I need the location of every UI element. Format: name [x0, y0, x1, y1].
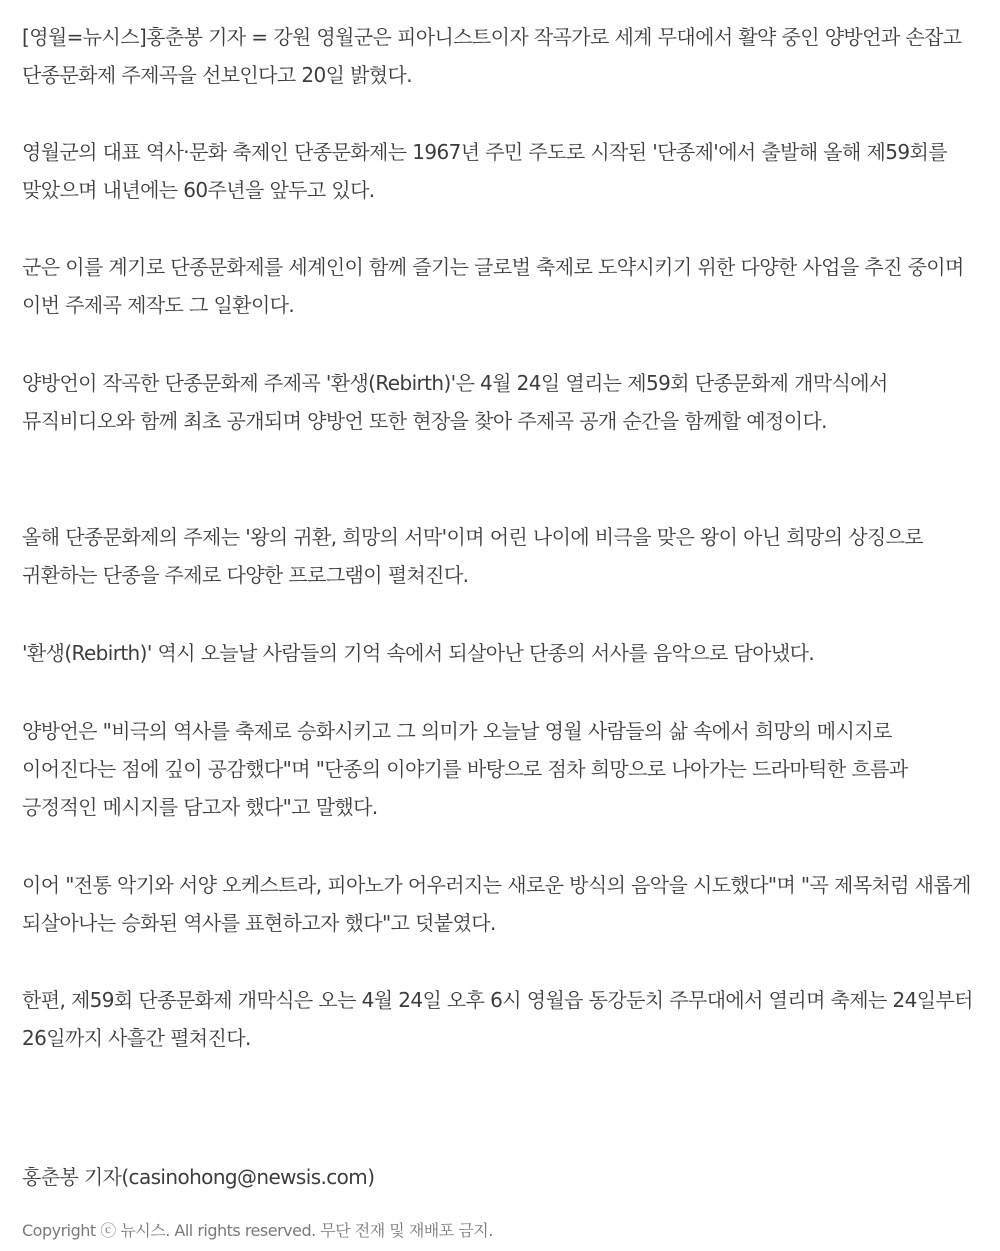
article-paragraph-3: 군은 이를 계기로 단종문화제를 세계인이 함께 즐기는 글로벌 축제로 도약시키기 위한 다양한 사업을 추진 중이며 이번 주제곡 제작도 그 일환이다. [22, 255, 964, 317]
article-paragraph-4: 양방언이 작곡한 단종문화제 주제곡 '환생(Rebirth)'은 4월 24일 열리는 제59회 단종문화제 개막식에서 뮤직비디오와 함께 최초 공개되며 양방언 또한 현장을 찾아 주제곡 공개 순간을 함께할 예정이다. [22, 371, 888, 433]
article-paragraph-2: 영월군의 대표 역사·문화 축제인 단종문화제는 1967년 주민 주도로 시작된 '단종제'에서 출발해 올해 제59회를 맞았으며 내년에는 60주년을 앞두고 있다. [22, 140, 947, 202]
article-paragraph-9: 한편, 제59회 단종문화제 개막식은 오는 4월 24일 오후 6시 영월읍 동강둔치 주무대에서 열리며 축제는 24일부터 26일까지 사흘간 펼쳐진다. [22, 988, 973, 1050]
copyright-notice: Copyright ⓒ 뉴시스. All rights reserved. 무단 전재 및 재배포 금지. [22, 1221, 493, 1240]
article-paragraph-6: '환생(Rebirth)' 역시 오늘날 사람들의 기억 속에서 되살아난 단종의 서사를 음악으로 담아냈다. [22, 641, 815, 665]
article-paragraph-1: [영월=뉴시스]홍춘봉 기자 = 강원 영월군은 피아니스트이자 작곡가로 세계 무대에서 활약 중인 양방언과 손잡고 단종문화제 주제곡을 선보인다고 20일 밝혔다. [22, 25, 962, 87]
article-paragraph-8: 이어 "전통 악기와 서양 오케스트라, 피아노가 어우러지는 새로운 방식의 음악을 시도했다"며 "곡 제목처럼 새롭게 되살아나는 승화된 역사를 표현하고자 했다"고 덧붙였다. [22, 873, 971, 935]
reporter-byline: 홍춘봉 기자(casinohong@newsis.com) [22, 1165, 375, 1189]
article-paragraph-5: 올해 단종문화제의 주제는 '왕의 귀환, 희망의 서막'이며 어린 나이에 비극을 맞은 왕이 아닌 희망의 상징으로 귀환하는 단종을 주제로 다양한 프로그램이 펼쳐진다. [22, 525, 924, 587]
article-paragraph-7: 양방언은 "비극의 역사를 축제로 승화시키고 그 의미가 오늘날 영월 사람들의 삶 속에서 희망의 메시지로 이어진다는 점에 깊이 공감했다"며 "단종의 이야기를 바탕으로 점차 희망으로 나아가는 드라마틱한 흐름과 긍정적인 메시지를 담고자 했다"고 말했다. [22, 719, 908, 819]
